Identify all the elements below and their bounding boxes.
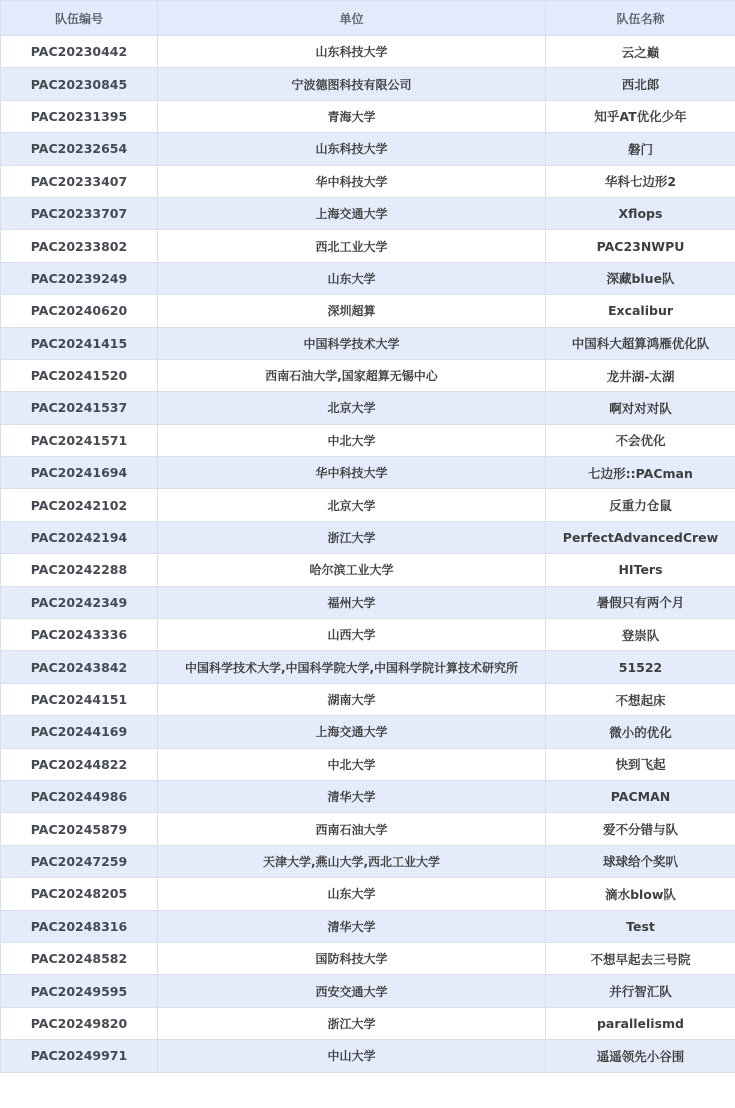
- table-row: [1, 457, 735, 489]
- team-name-cell: 反重力仓鼠: [546, 489, 735, 521]
- team-name-cell: parallelismd: [546, 1007, 735, 1039]
- team-name-cell: Xflops: [546, 197, 735, 229]
- team-name-cell: 微小的优化: [546, 716, 735, 748]
- table-row: [1, 813, 735, 845]
- header-unit: 单位: [158, 1, 546, 36]
- unit-cell: 深圳超算: [158, 295, 546, 327]
- table-row: [1, 942, 735, 974]
- team-name-cell: 华科七边形2: [546, 165, 735, 197]
- team-id-cell: PAC20245879: [1, 813, 158, 845]
- unit-cell: 西安交通大学: [158, 975, 546, 1007]
- table-row: [1, 910, 735, 942]
- team-id-cell: PAC20230845: [1, 68, 158, 100]
- team-id-cell: PAC20249595: [1, 975, 158, 1007]
- unit-cell: 西北工业大学: [158, 230, 546, 262]
- team-id-cell: PAC20241571: [1, 424, 158, 456]
- team-name-cell: 登崇队: [546, 619, 735, 651]
- unit-cell: 浙江大学: [158, 521, 546, 553]
- table-row: [1, 878, 735, 910]
- team-name-cell: 西北郎: [546, 68, 735, 100]
- table-row: [1, 1040, 735, 1072]
- team-name-cell: 爱不分错与队: [546, 813, 735, 845]
- table-row: [1, 327, 735, 359]
- team-name-cell: 滴水blow队: [546, 878, 735, 910]
- table-row: [1, 197, 735, 229]
- team-name-cell: Excalibur: [546, 295, 735, 327]
- header-row: [1, 1, 735, 36]
- team-name-cell: 遥遥领先小谷围: [546, 1040, 735, 1072]
- team-id-cell: PAC20233707: [1, 197, 158, 229]
- unit-cell: 天津大学,燕山大学,西北工业大学: [158, 845, 546, 877]
- unit-cell: 清华大学: [158, 910, 546, 942]
- header-team-name: 队伍名称: [546, 1, 735, 36]
- team-id-cell: PAC20233407: [1, 165, 158, 197]
- table-row: [1, 586, 735, 618]
- unit-cell: 西南石油大学,国家超算无锡中心: [158, 359, 546, 391]
- team-name-cell: 七边形::PACman: [546, 457, 735, 489]
- table-row: [1, 619, 735, 651]
- team-name-cell: 啊对对对队: [546, 392, 735, 424]
- unit-cell: 华中科技大学: [158, 165, 546, 197]
- unit-cell: 中北大学: [158, 748, 546, 780]
- team-id-cell: PAC20233802: [1, 230, 158, 262]
- team-id-cell: PAC20240620: [1, 295, 158, 327]
- team-id-cell: PAC20241694: [1, 457, 158, 489]
- team-id-cell: PAC20248316: [1, 910, 158, 942]
- table-row: [1, 554, 735, 586]
- team-id-cell: PAC20230442: [1, 36, 158, 68]
- unit-cell: 山东大学: [158, 262, 546, 294]
- table-row: [1, 68, 735, 100]
- unit-cell: 上海交通大学: [158, 716, 546, 748]
- table-row: [1, 780, 735, 812]
- unit-cell: 上海交通大学: [158, 197, 546, 229]
- team-id-cell: PAC20249820: [1, 1007, 158, 1039]
- table-row: [1, 975, 735, 1007]
- table-row: [1, 521, 735, 553]
- team-id-cell: PAC20239249: [1, 262, 158, 294]
- team-id-cell: PAC20242288: [1, 554, 158, 586]
- table-row: [1, 845, 735, 877]
- table-row: [1, 165, 735, 197]
- team-name-cell: 磐门: [546, 133, 735, 165]
- unit-cell: 山东大学: [158, 878, 546, 910]
- team-id-cell: PAC20249971: [1, 1040, 158, 1072]
- team-id-cell: PAC20242102: [1, 489, 158, 521]
- table-row: [1, 489, 735, 521]
- unit-cell: 清华大学: [158, 780, 546, 812]
- unit-cell: 山东科技大学: [158, 133, 546, 165]
- team-name-cell: 不想起床: [546, 683, 735, 715]
- team-name-cell: 不会优化: [546, 424, 735, 456]
- team-name-cell: 中国科大超算鸿雁优化队: [546, 327, 735, 359]
- unit-cell: 湖南大学: [158, 683, 546, 715]
- team-name-cell: PerfectAdvancedCrew: [546, 521, 735, 553]
- team-id-cell: PAC20232654: [1, 133, 158, 165]
- table-row: [1, 100, 735, 132]
- unit-cell: 青海大学: [158, 100, 546, 132]
- team-name-cell: 快到飞起: [546, 748, 735, 780]
- team-id-cell: PAC20248205: [1, 878, 158, 910]
- table-row: [1, 424, 735, 456]
- unit-cell: 西南石油大学: [158, 813, 546, 845]
- unit-cell: 浙江大学: [158, 1007, 546, 1039]
- team-name-cell: PAC23NWPU: [546, 230, 735, 262]
- table-row: [1, 230, 735, 262]
- table-row: [1, 748, 735, 780]
- table-row: [1, 392, 735, 424]
- table-row: [1, 683, 735, 715]
- table-header: [1, 1, 735, 36]
- team-name-cell: 暑假只有两个月: [546, 586, 735, 618]
- unit-cell: 中国科学技术大学,中国科学院大学,中国科学院计算技术研究所: [158, 651, 546, 683]
- team-name-cell: PACMAN: [546, 780, 735, 812]
- team-id-cell: PAC20242349: [1, 586, 158, 618]
- team-id-cell: PAC20243842: [1, 651, 158, 683]
- table-row: [1, 1007, 735, 1039]
- team-id-cell: PAC20243336: [1, 619, 158, 651]
- team-id-cell: PAC20244986: [1, 780, 158, 812]
- team-id-cell: PAC20244822: [1, 748, 158, 780]
- team-name-cell: HITers: [546, 554, 735, 586]
- team-name-cell: 不想早起去三号院: [546, 942, 735, 974]
- team-id-cell: PAC20241415: [1, 327, 158, 359]
- team-name-cell: Test: [546, 910, 735, 942]
- table-body: [1, 36, 735, 1073]
- team-id-cell: PAC20244169: [1, 716, 158, 748]
- unit-cell: 华中科技大学: [158, 457, 546, 489]
- team-id-cell: PAC20241537: [1, 392, 158, 424]
- header-team-id: 队伍编号: [1, 1, 158, 36]
- team-name-cell: 深藏blue队: [546, 262, 735, 294]
- unit-cell: 北京大学: [158, 392, 546, 424]
- table-row: [1, 295, 735, 327]
- team-id-cell: PAC20247259: [1, 845, 158, 877]
- team-id-cell: PAC20241520: [1, 359, 158, 391]
- table-row: [1, 262, 735, 294]
- unit-cell: 北京大学: [158, 489, 546, 521]
- team-id-cell: PAC20242194: [1, 521, 158, 553]
- unit-cell: 国防科技大学: [158, 942, 546, 974]
- table-row: [1, 716, 735, 748]
- table-row: [1, 651, 735, 683]
- team-name-cell: 知乎AT优化少年: [546, 100, 735, 132]
- unit-cell: 山西大学: [158, 619, 546, 651]
- table-row: [1, 36, 735, 68]
- team-id-cell: PAC20244151: [1, 683, 158, 715]
- table-row: [1, 359, 735, 391]
- team-id-cell: PAC20231395: [1, 100, 158, 132]
- team-id-cell: PAC20248582: [1, 942, 158, 974]
- team-name-cell: 51522: [546, 651, 735, 683]
- unit-cell: 宁波德图科技有限公司: [158, 68, 546, 100]
- team-name-cell: 龙井湖-太湖: [546, 359, 735, 391]
- team-name-cell: 云之巅: [546, 36, 735, 68]
- unit-cell: 中山大学: [158, 1040, 546, 1072]
- team-name-cell: 球球给个奖叭: [546, 845, 735, 877]
- unit-cell: 中北大学: [158, 424, 546, 456]
- unit-cell: 中国科学技术大学: [158, 327, 546, 359]
- table-row: [1, 133, 735, 165]
- unit-cell: 福州大学: [158, 586, 546, 618]
- team-name-cell: 并行智汇队: [546, 975, 735, 1007]
- unit-cell: 山东科技大学: [158, 36, 546, 68]
- unit-cell: 哈尔滨工业大学: [158, 554, 546, 586]
